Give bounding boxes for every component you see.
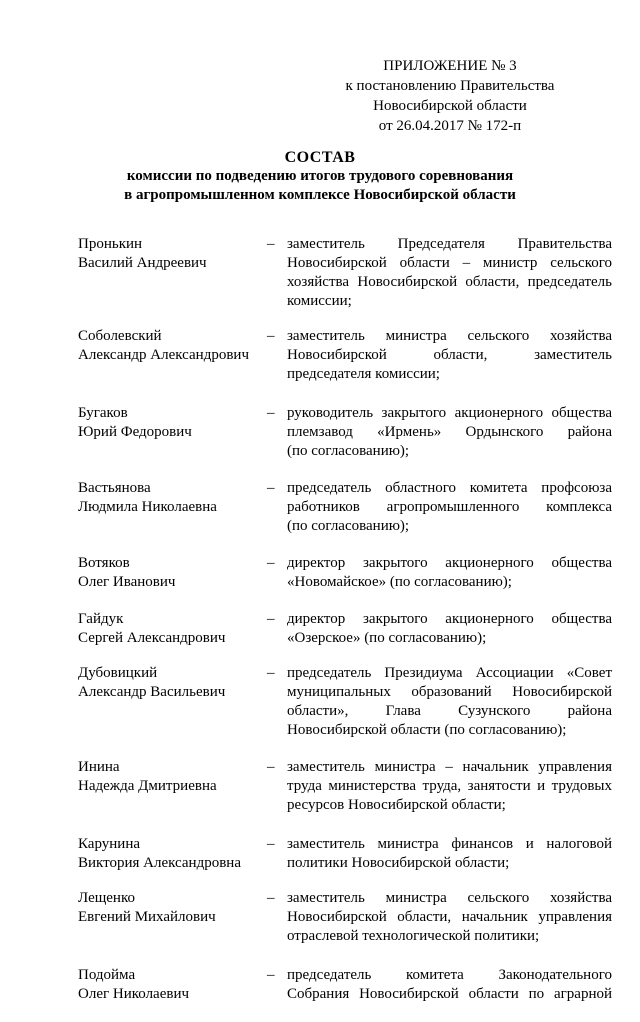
member-surname: Вотяков <box>78 555 130 571</box>
member-role-line: Новосибирской области, начальник управления <box>287 909 612 925</box>
member-given-name: Виктория Александровна <box>78 855 241 871</box>
member-role-line: Новосибирской области – министр сельского <box>287 255 612 271</box>
member-surname: Лещенко <box>78 890 135 906</box>
member-dash: – <box>267 328 275 344</box>
member-role <box>287 664 612 740</box>
member-dash: – <box>267 759 275 775</box>
member-given-name: Александр Васильевич <box>78 684 226 700</box>
member-name <box>78 758 263 796</box>
member-role-line: муниципальных образований Новосибирской <box>287 684 612 700</box>
member-surname: Пронькин <box>78 236 143 252</box>
member-given-name: Евгений Михайлович <box>78 909 216 925</box>
member-role <box>287 835 612 873</box>
member-name <box>78 966 263 1004</box>
member-role-line: хозяйства Новосибирской области, председатель <box>287 274 612 290</box>
member-role <box>287 404 612 461</box>
member-name <box>78 835 263 873</box>
member-row <box>78 327 612 384</box>
title-sub-line: комиссии по подведению итогов трудового соревнования <box>126 168 514 184</box>
member-role-line: отраслевой технологической политики; <box>287 928 540 944</box>
member-role-line: председатель Президиума Ассоциации «Совет <box>287 665 612 681</box>
member-role-line: комиссии; <box>287 293 352 309</box>
member-dash: – <box>267 555 275 571</box>
member-given-name: Юрий Федорович <box>78 424 192 440</box>
member-given-name: Надежда Дмитриевна <box>78 778 217 794</box>
appendix-title: ПРИЛОЖЕНИЕ № 3 <box>383 58 517 74</box>
member-role-line: заместитель министра финансов и налоговой <box>287 836 612 852</box>
member-dash: – <box>267 665 275 681</box>
member-dash: – <box>267 890 275 906</box>
member-name <box>78 554 263 592</box>
member-role <box>287 554 612 592</box>
member-row <box>78 835 612 873</box>
member-role-line: племзавод «Ирмень» Ордынского района <box>287 424 612 440</box>
member-given-name: Людмила Николаевна <box>78 499 217 515</box>
appendix-line: Новосибирской области <box>373 98 527 114</box>
member-name <box>78 479 263 517</box>
member-dash: – <box>267 480 275 496</box>
member-role-line: Новосибирской области (по согласованию); <box>287 722 567 738</box>
member-dash: – <box>267 236 275 252</box>
member-surname: Гайдук <box>78 611 124 627</box>
member-row <box>78 404 612 461</box>
member-surname: Подойма <box>78 967 136 983</box>
member-row <box>78 610 612 648</box>
member-role-line: директор закрытого акционерного общества <box>287 555 612 571</box>
appendix-line: от 26.04.2017 № 172-п <box>378 118 522 134</box>
title-main: СОСТАВ <box>284 149 356 166</box>
member-role-line: Собрания Новосибирской области по аграрной <box>287 986 612 1002</box>
member-row <box>78 966 612 1004</box>
member-role <box>287 610 612 648</box>
member-name <box>78 610 263 648</box>
member-role-line: заместитель министра сельского хозяйства <box>287 890 612 906</box>
member-name <box>78 404 263 442</box>
member-role <box>287 479 612 536</box>
member-dash: – <box>267 967 275 983</box>
member-given-name: Василий Андреевич <box>78 255 207 271</box>
member-role-line: заместитель министра – начальник управления <box>287 759 612 775</box>
member-row <box>78 664 612 740</box>
member-surname: Вастьянова <box>78 480 151 496</box>
member-role-line: труда министерства труда, занятости и трудовых <box>287 778 612 794</box>
member-role-line: председатель комитета Законодательного <box>287 967 612 983</box>
member-role <box>287 966 612 1004</box>
document-title <box>0 149 640 205</box>
member-given-name: Олег Николаевич <box>78 986 190 1002</box>
member-role-line: работников агропромышленного комплекса <box>287 499 612 515</box>
member-row <box>78 479 612 536</box>
member-role-line: Новосибирской области, заместитель <box>287 347 612 363</box>
member-dash: – <box>267 611 275 627</box>
member-role-line: председателя комиссии; <box>287 366 440 382</box>
member-role-line: области», Глава Сузунского района <box>287 703 612 719</box>
member-name <box>78 235 263 273</box>
member-name <box>78 889 263 927</box>
appendix-header <box>320 56 580 136</box>
member-role-line: (по согласованию); <box>287 443 410 459</box>
member-surname: Соболевский <box>78 328 162 344</box>
member-role-line: директор закрытого акционерного общества <box>287 611 612 627</box>
member-role <box>287 327 612 384</box>
member-role <box>287 758 612 815</box>
member-role-line: ресурсов Новосибирской области; <box>287 797 506 813</box>
member-surname: Дубовицкий <box>78 665 158 681</box>
member-name <box>78 327 263 365</box>
member-role-line: председатель областного комитета профсоюза <box>287 480 612 496</box>
member-role-line: заместитель министра сельского хозяйства <box>287 328 612 344</box>
member-role-line: политики Новосибирской области; <box>287 855 510 871</box>
member-role-line: (по согласованию); <box>287 518 410 534</box>
member-surname: Карунина <box>78 836 141 852</box>
member-surname: Инина <box>78 759 120 775</box>
member-role-line: «Новомайское» (по согласованию); <box>287 574 512 590</box>
member-dash: – <box>267 836 275 852</box>
member-given-name: Александр Александрович <box>78 347 249 363</box>
appendix-line: к постановлению Правительства <box>345 78 555 94</box>
member-row <box>78 554 612 592</box>
member-row <box>78 758 612 815</box>
member-role <box>287 889 612 946</box>
title-sub-line: в агропромышленном комплексе Новосибирской области <box>124 187 516 203</box>
member-name <box>78 664 263 702</box>
member-row <box>78 889 612 946</box>
member-role <box>287 235 612 311</box>
members-list <box>78 235 612 1022</box>
member-role-line: заместитель Председателя Правительства <box>287 236 612 252</box>
member-surname: Бугаков <box>78 405 128 421</box>
member-role-line: руководитель закрытого акционерного общества <box>287 405 612 421</box>
member-dash: – <box>267 405 275 421</box>
member-row <box>78 235 612 311</box>
member-given-name: Сергей Александрович <box>78 630 226 646</box>
member-role-line: «Озерское» (по согласованию); <box>287 630 487 646</box>
member-given-name: Олег Иванович <box>78 574 176 590</box>
